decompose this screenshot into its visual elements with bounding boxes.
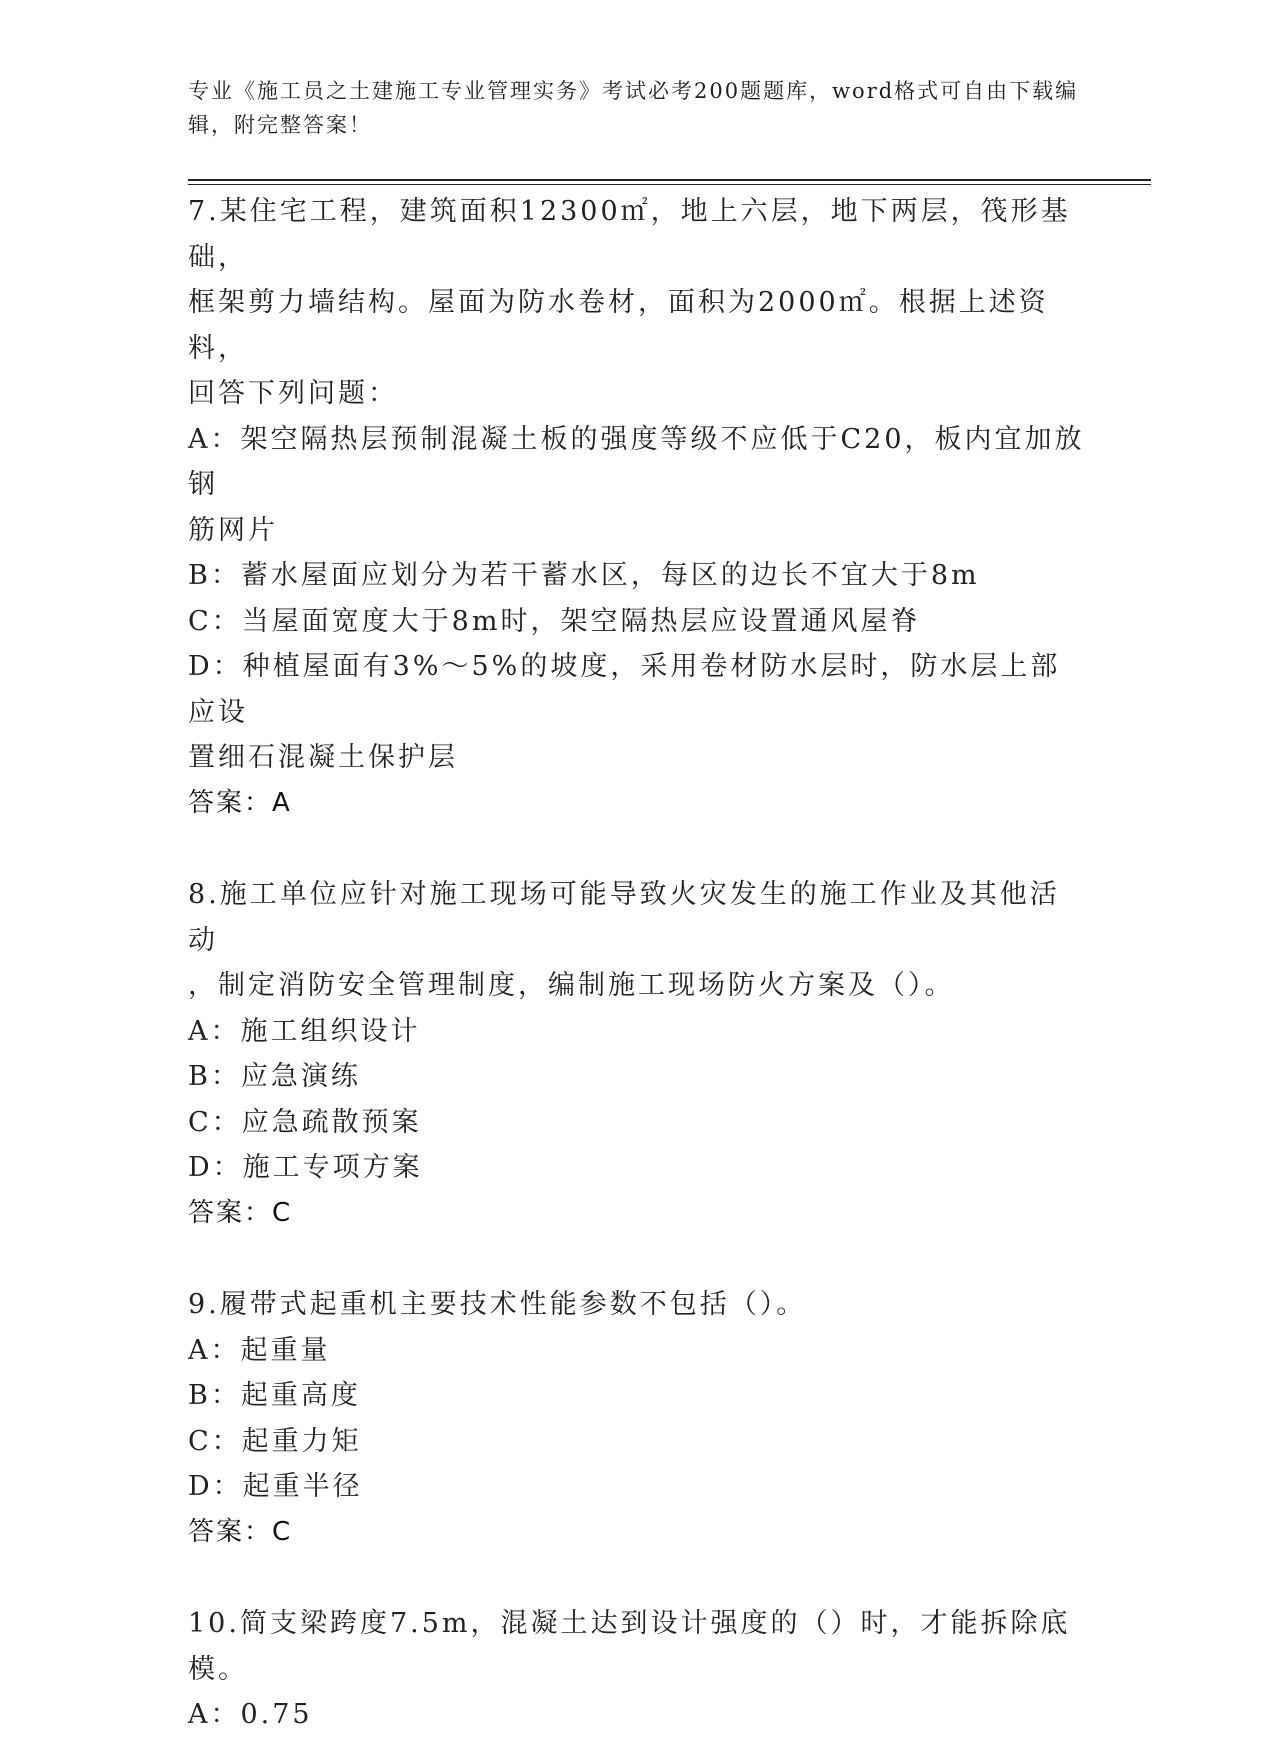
question-block xyxy=(188,872,1088,1236)
option-line: B：起重高度 xyxy=(188,1380,361,1411)
option-line: C：应急疏散预案 xyxy=(188,1106,422,1138)
option-line: A：施工组织设计 xyxy=(188,1015,421,1047)
question-stem-line: 回答下列问题： xyxy=(188,378,398,409)
option-line: A：起重量 xyxy=(188,1334,331,1366)
option-line: B：蓄水屋面应划分为若干蓄水区，每区的边长不宜大于8m xyxy=(188,560,980,591)
question-block xyxy=(188,1282,1088,1555)
answer-line: 答案：C xyxy=(188,1197,293,1228)
option-line: 筋网片 xyxy=(188,514,278,546)
question-stem-line: 8.施工单位应针对施工现场可能导致火灾发生的施工作业及其他活动 xyxy=(188,879,1060,956)
question-spacer xyxy=(188,1555,1088,1601)
option-line: A：架空隔热层预制混凝土板的强度等级不应低于C20，板内宜加放钢 xyxy=(188,423,1085,500)
option-line: A：0.75 xyxy=(188,1699,313,1730)
option-line: C：当屋面宽度大于8m时，架空隔热层应设置通风屋脊 xyxy=(188,605,921,637)
question-stem-line: 7.某住宅工程，建筑面积12300㎡，地上六层，地下两层，筏形基础， xyxy=(188,196,1071,273)
question-stem-line: 框架剪力墙结构。屋面为防水卷材，面积为2000㎡。根据上述资料， xyxy=(188,287,1049,364)
question-block xyxy=(188,189,1088,826)
question-stem-line: 9.履带式起重机主要技术性能参数不包括（）。 xyxy=(188,1289,807,1320)
document-header: 专业《施工员之土建施工专业管理实务》考试必考200题题库，word格式可自由下载编辑，附完整答案！ xyxy=(188,79,1079,137)
header-divider-thin xyxy=(188,184,1151,185)
option-line: D：施工专项方案 xyxy=(188,1152,423,1183)
header-divider-thick xyxy=(188,179,1151,181)
question-block xyxy=(188,1601,1088,1738)
answer-line: 答案：C xyxy=(188,1516,293,1547)
option-line: C：起重力矩 xyxy=(188,1425,362,1457)
option-line: 置细石混凝土保护层 xyxy=(188,742,458,773)
answer-line: 答案：A xyxy=(188,787,292,818)
option-line: B：应急演练 xyxy=(188,1061,361,1092)
option-line: D：种植屋面有3%～5%的坡度，采用卷材防水层时，防水层上部应设 xyxy=(188,651,1061,728)
option-line: D：起重半径 xyxy=(188,1471,363,1502)
question-spacer xyxy=(188,1236,1088,1282)
question-stem-line: 10.简支梁跨度7.5m，混凝土达到设计强度的（）时，才能拆除底模。 xyxy=(188,1608,1071,1685)
question-spacer xyxy=(188,826,1088,872)
question-stem-line: ，制定消防安全管理制度，编制施工现场防火方案及（）。 xyxy=(188,970,955,1001)
question-list xyxy=(188,189,1088,1738)
